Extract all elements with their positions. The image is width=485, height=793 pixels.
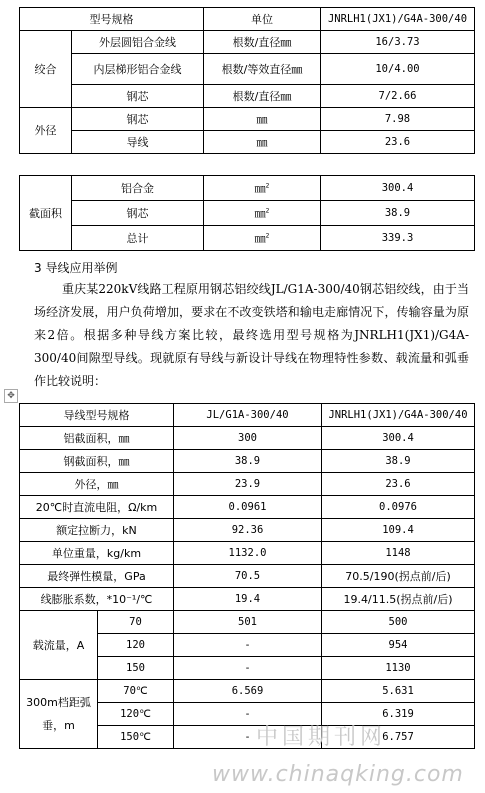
conductor-spec-table [19, 7, 475, 154]
cell-value: 339.3 [321, 226, 475, 251]
cell-new: 500 [322, 611, 475, 634]
cell-temp: 70 [98, 611, 174, 634]
cell-item: 钢芯 [72, 201, 204, 226]
cell-new: 23.6 [322, 473, 475, 496]
cell-old: - [174, 657, 322, 680]
cell-value: 38.9 [321, 201, 475, 226]
cell-old: 23.9 [174, 473, 322, 496]
header-unit: 单位 [204, 8, 321, 31]
section-heading: 3 导线应用举例 [34, 261, 118, 275]
cell-new: 6.757 [322, 726, 475, 749]
cell-old: 19.4 [174, 588, 322, 611]
cell-temp: 150 [98, 657, 174, 680]
table-move-handle-icon[interactable]: ✥ [4, 389, 18, 403]
table-header-row [20, 8, 475, 31]
table-row [20, 473, 475, 496]
table-row [20, 542, 475, 565]
watermark-url: www.chinaqking.com [212, 762, 464, 787]
sag-label-line-1: 300m档距弧 [26, 696, 91, 709]
cell-unit: ㎜ [204, 108, 321, 131]
body-paragraph: 重庆某220kV线路工程原用钢芯铝绞线JL/G1A-300/40钢芯铝绞线，由于当场经济发展，用户负荷增加，要求在不改变铁塔和输电走廊情况下，传输容量为原来2倍。根据多种导线方案比较，最终选用型号规格为JNRLH1(JX1)/G4A-300/40间隙型导线。现就原有导线与新设计导线在物理特性参数、载流量和弧垂作比较说明： [34, 282, 469, 388]
cell-param: 最终弹性模量，GPa [20, 565, 174, 588]
cell-value: 300.4 [321, 176, 475, 201]
stranding-group-label: 绞合 [20, 31, 72, 108]
cell-old: 0.0961 [174, 496, 322, 519]
table-row [20, 450, 475, 473]
table-row [20, 108, 475, 131]
cell-new: 1130 [322, 657, 475, 680]
table-row [20, 54, 475, 85]
cell-temp: 120℃ [98, 703, 174, 726]
cell-item: 铝合金 [72, 176, 204, 201]
cell-old: 300 [174, 427, 322, 450]
cell-param: 线膨胀系数，*10⁻¹/℃ [20, 588, 174, 611]
cell-value: 10/4.00 [321, 54, 475, 85]
cell-item: 外层圆铝合金线 [72, 31, 204, 54]
table-row [20, 31, 475, 54]
table-row [20, 176, 475, 201]
table-row [20, 680, 475, 703]
conductor-comparison-table [19, 403, 475, 749]
sag-label-line-2: 垂，m [42, 719, 75, 732]
cell-value: 7.98 [321, 108, 475, 131]
cell-param: 20℃时直流电阻，Ω/km [20, 496, 174, 519]
cell-param: 外径，㎜ [20, 473, 174, 496]
table-row [20, 85, 475, 108]
ampacity-group-label: 载流量，A [20, 611, 98, 680]
cell-temp: 120 [98, 634, 174, 657]
cell-temp: 150℃ [98, 726, 174, 749]
sag-group-label [20, 680, 98, 749]
cell-new: 300.4 [322, 427, 475, 450]
cell-old: 501 [174, 611, 322, 634]
cell-unit: ㎜$^2$ [204, 226, 321, 251]
cell-old: 6.569 [174, 680, 322, 703]
cell-old: - [174, 634, 322, 657]
cell-old: 1132.0 [174, 542, 322, 565]
cell-new: 5.631 [322, 680, 475, 703]
cell-value: 23.6 [321, 131, 475, 154]
cell-value: 7/2.66 [321, 85, 475, 108]
table-row [20, 611, 475, 634]
cell-param: 钢截面积，㎜ [20, 450, 174, 473]
cell-unit: 根数/直径㎜ [204, 85, 321, 108]
cell-old: 70.5 [174, 565, 322, 588]
cell-new: 109.4 [322, 519, 475, 542]
area-group-label: 截面积 [20, 176, 72, 251]
cell-param: 铝截面积，㎜ [20, 427, 174, 450]
diameter-group-label: 外径 [20, 108, 72, 154]
header-model-spec: 型号规格 [20, 8, 204, 31]
header-model-name: JNRLH1(JX1)/G4A-300/40 [321, 8, 475, 31]
cell-new: 954 [322, 634, 475, 657]
header-old-conductor: JL/G1A-300/40 [174, 404, 322, 427]
watermark-text: 中国期刊网 [256, 725, 387, 750]
cell-item: 总计 [72, 226, 204, 251]
table-row [20, 588, 475, 611]
cell-old: 92.36 [174, 519, 322, 542]
table-row [20, 131, 475, 154]
cell-unit: ㎜$^2$ [204, 176, 321, 201]
cell-old: - [174, 703, 322, 726]
table-row [20, 565, 475, 588]
cell-unit: 根数/直径㎜ [204, 31, 321, 54]
table-row [20, 496, 475, 519]
cell-value: 16/3.73 [321, 31, 475, 54]
cell-unit: ㎜ [204, 131, 321, 154]
cell-unit: 根数/等效直径㎜ [204, 54, 321, 85]
cell-new: 6.319 [322, 703, 475, 726]
cell-item: 导线 [72, 131, 204, 154]
table-row [20, 226, 475, 251]
cell-param: 额定拉断力，kN [20, 519, 174, 542]
cell-old: 38.9 [174, 450, 322, 473]
cell-item: 钢芯 [72, 108, 204, 131]
cell-param: 单位重量，kg/km [20, 542, 174, 565]
cell-new: 0.0976 [322, 496, 475, 519]
cell-unit: ㎜$^2$ [204, 201, 321, 226]
cell-item: 钢芯 [72, 85, 204, 108]
cell-new: 1148 [322, 542, 475, 565]
header-new-conductor: JNRLH1(JX1)/G4A-300/40 [322, 404, 475, 427]
header-param: 导线型号规格 [20, 404, 174, 427]
cell-item: 内层梯形铝合金线 [72, 54, 204, 85]
table-row [20, 201, 475, 226]
cell-new: 70.5/190(拐点前/后) [322, 565, 475, 588]
cell-temp: 70℃ [98, 680, 174, 703]
cell-new: 19.4/11.5(拐点前/后) [322, 588, 475, 611]
cell-old: - [174, 726, 322, 749]
table-row [20, 519, 475, 542]
cross-section-table [19, 175, 475, 251]
table-row [20, 427, 475, 450]
table-header-row [20, 404, 475, 427]
cell-new: 38.9 [322, 450, 475, 473]
